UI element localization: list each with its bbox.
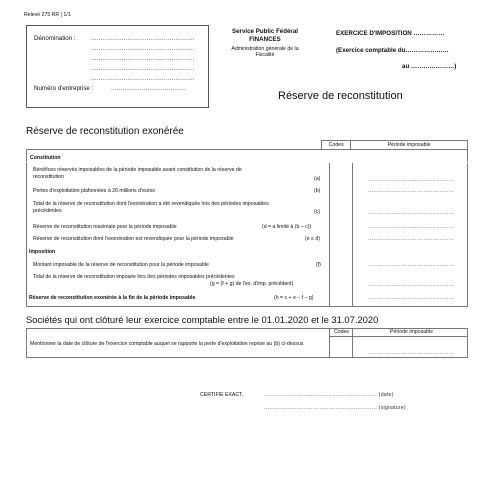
- row-h-formula: (h = c + e – f – g): [274, 295, 314, 301]
- row-b-value[interactable]: …………………………………………: [368, 188, 455, 194]
- row-f-formula: (f): [316, 262, 321, 268]
- group-imposition: Imposition: [29, 249, 56, 255]
- section1-title: Réserve de reconstitution exonérée: [26, 126, 184, 137]
- agency-line-2: FINANCES: [249, 35, 281, 43]
- row-f-value[interactable]: …………………………………………: [368, 262, 455, 268]
- row-h-text: Réserve de reconstitution exonérée à la fin de la période imposable: [29, 295, 196, 301]
- agency-line-4: Fiscalité: [255, 52, 275, 58]
- denomination-line-4[interactable]: ......................................................: [91, 65, 195, 72]
- row-g-formula: (g = (f + g) de l'ex. d'imp. précédent): [210, 281, 294, 287]
- row-g-value[interactable]: …………………………………………: [368, 282, 455, 288]
- row-b-code: (b): [314, 188, 321, 194]
- row-a-value[interactable]: …………………………………………: [368, 177, 455, 183]
- row-h-value[interactable]: …………………………………………: [368, 295, 455, 301]
- section1-table: [26, 140, 468, 162]
- form-title: Réserve de reconstitution: [278, 90, 403, 102]
- identity-box: [26, 25, 209, 108]
- section2-col-codes: Codes: [334, 329, 349, 335]
- periode-divider: [352, 163, 353, 307]
- row-c-code: (c): [314, 209, 321, 215]
- col-periode-header: Période imposable: [351, 141, 468, 150]
- denomination-line-1[interactable]: ......................................................: [91, 35, 195, 42]
- agency-line-3: Administration générale de la: [231, 45, 299, 52]
- row-e-text: Réserve de reconstitution dont l'exonération est revendiquée pour la période imposable: [33, 236, 234, 242]
- section2-col-periode: Période imposable: [390, 329, 433, 335]
- row-a-text: Bénéfices réservés imposables de la période imposable avant constitution de la réserve de reconstitution: [33, 167, 242, 180]
- row-d-value[interactable]: …………………………………………: [368, 224, 455, 230]
- row-f-text: Montant imposable de la réserve de reconstitution pour la période imposable: [33, 262, 209, 268]
- section2-header-rule: [329, 336, 468, 337]
- enterprise-number-field[interactable]: .......................................: [111, 85, 186, 92]
- denomination-label: Dénomination :: [34, 35, 76, 42]
- row-d-text: Réserve de reconstitution maximale pour la période imposable: [33, 224, 177, 230]
- certify-label: CERTIFIE EXACT,: [200, 392, 244, 398]
- row-e-value[interactable]: …………………………………………: [368, 236, 455, 242]
- denomination-line-5[interactable]: ......................................................: [91, 75, 195, 82]
- section2-codes-divider: [329, 328, 330, 358]
- section2-row-value[interactable]: …………………………………………: [368, 350, 455, 356]
- row-g-text: Total de la réserve de reconstitution imposée lors des périodes imposables précédentes: [33, 274, 235, 280]
- exercice-line-3[interactable]: au …………………): [402, 63, 457, 70]
- section2-title: Sociétés qui ont clôturé leur exercice comptable entre le 01.01.2020 et le 31.07.2020: [26, 314, 379, 325]
- denomination-line-3[interactable]: ......................................................: [91, 55, 195, 62]
- row-c-text: Total de la réserve de reconstitution dont l'exonération a été revendiquée lors des périodes imposables précédentes: [33, 201, 269, 214]
- certify-date-field[interactable]: ……………………………………………………… (date): [264, 392, 394, 398]
- row-b-text: Pertes d'exploitation plafonnées à 20 millions d'euros: [33, 188, 155, 194]
- form-reference: Relevé 275 RR | 1/1: [24, 12, 71, 18]
- enterprise-label: Numéro d'entreprise :: [34, 85, 94, 92]
- row-a-code: (a): [314, 176, 321, 182]
- row-e-formula: (e ≤ d): [305, 236, 320, 242]
- exercice-line-2[interactable]: (Exercice comptable du…………………: [336, 47, 449, 54]
- col-codes-header: Codes: [322, 141, 351, 150]
- exercice-line-1[interactable]: EXERCICE D'IMPOSITION ……………: [336, 30, 445, 37]
- denomination-line-2[interactable]: ......................................................: [91, 45, 195, 52]
- row-d-formula: (d = a limité à (b – c)): [262, 224, 312, 230]
- certify-signature-field[interactable]: ……………………………………………………… (signature): [264, 405, 406, 411]
- section2-periode-divider: [352, 328, 353, 358]
- agency-block: [215, 28, 315, 59]
- section2-row-text: Mentionner la date de clôture de l'exercice comptable auquel se rapporte la perte d'exploitation reprise au (b) ci-dessus: [30, 341, 304, 347]
- row-c-value[interactable]: …………………………………………: [368, 210, 455, 216]
- group-constitution: Constitution: [27, 150, 468, 163]
- agency-line-1: Service Public Fédéral: [231, 28, 299, 35]
- codes-divider: [329, 163, 330, 307]
